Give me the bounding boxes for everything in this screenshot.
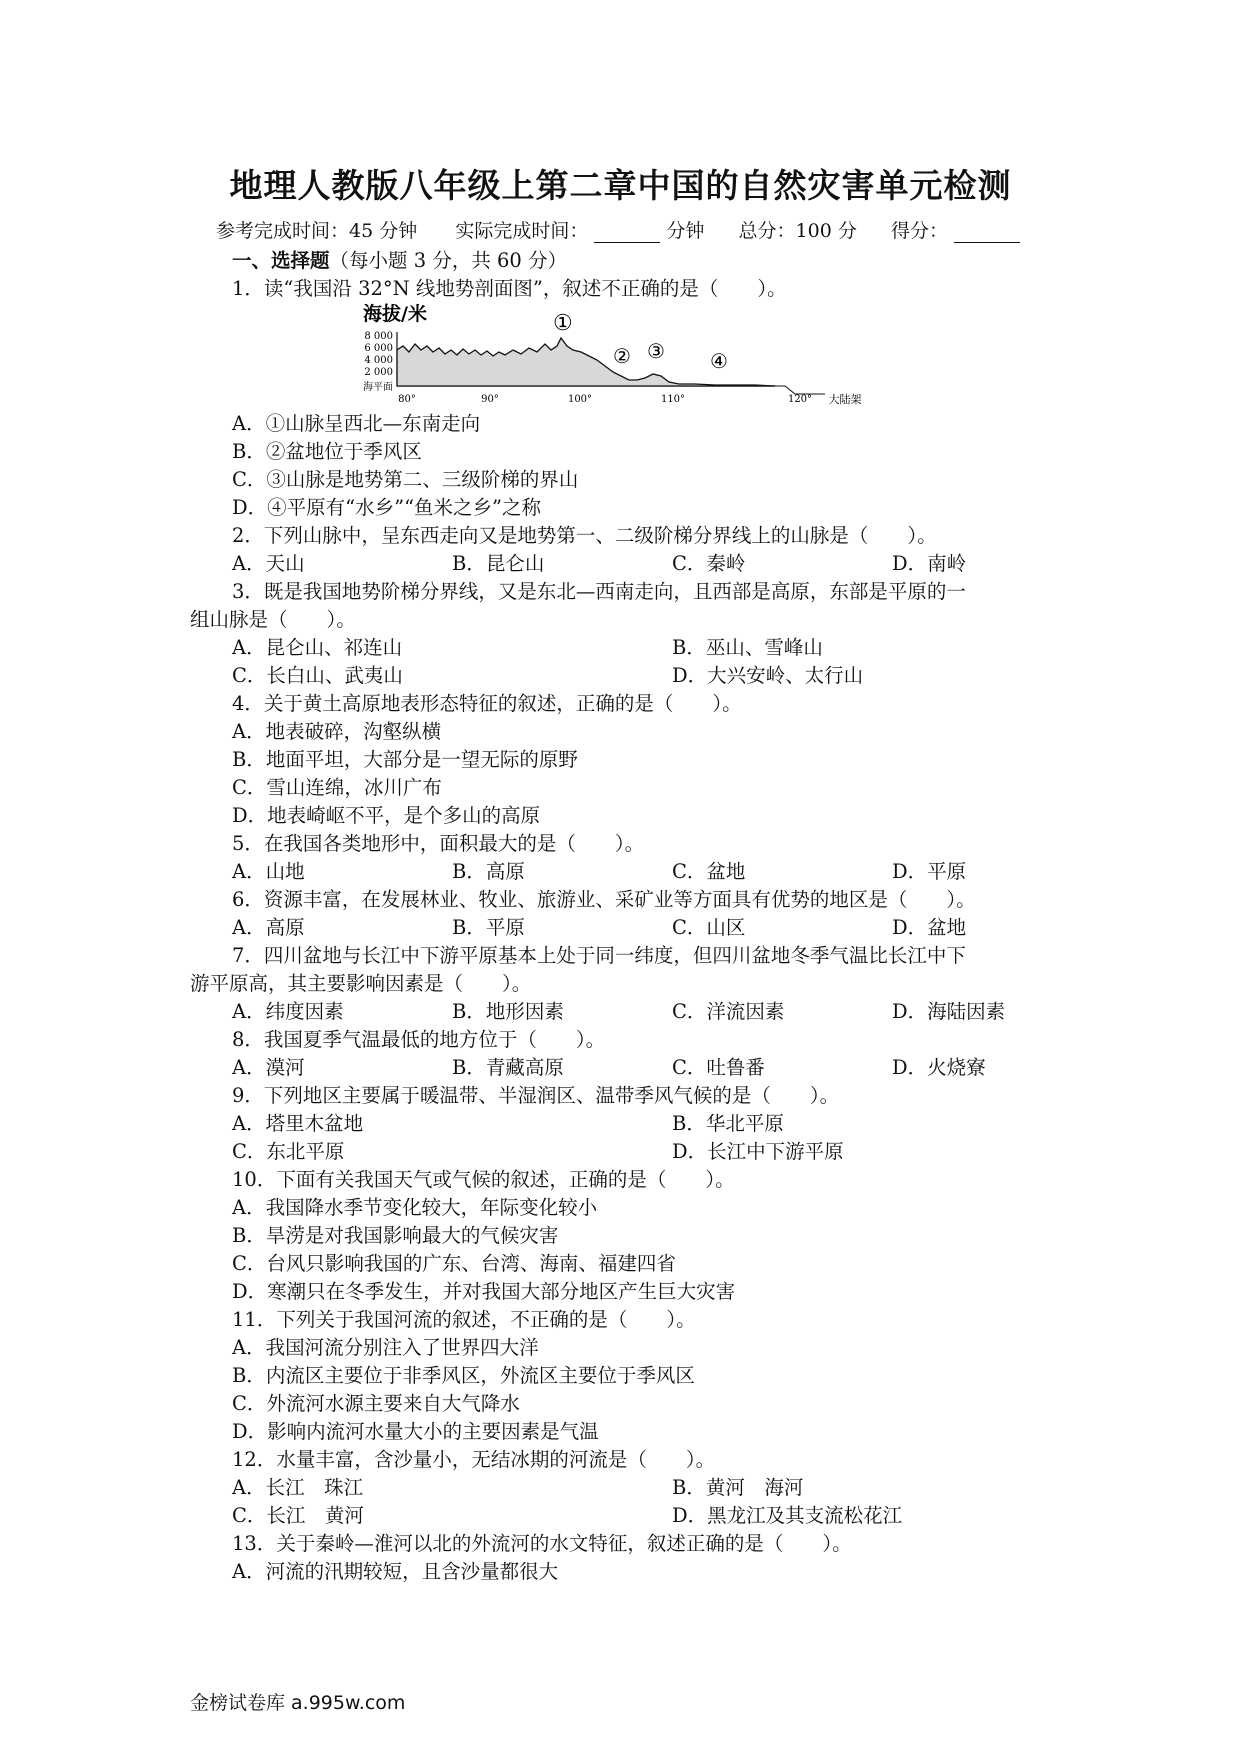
question-3-stem: 3．既是我国地势阶梯分界线，又是东北—西南走向，且西部是高原，东部是平原的一 [232,580,966,603]
xtick-100: 100° [567,394,593,405]
xtick-80: 80° [398,394,416,405]
ytick-4000: 4 000 [364,355,393,366]
question-13-stem: 13．关于秦岭—淮河以北的外流河的水文特征，叙述正确的是（ ）。 [232,1532,852,1555]
question-9-stem: 9．下列地区主要属于暖温带、半湿润区、温带季风气候的是（ ）。 [232,1084,840,1107]
minutes-label: 分钟 [666,220,705,242]
q4-option-a[interactable]: A．地表破碎，沟壑纵横 [232,720,442,743]
q5-option-b[interactable]: B．高原 [452,860,525,883]
q1-option-c[interactable]: C．③山脉是地势第二、三级阶梯的界山 [232,468,579,491]
q8-option-b[interactable]: B．青藏高原 [452,1056,564,1079]
question-11-stem: 11．下列关于我国河流的叙述，不正确的是（ ）。 [232,1308,696,1331]
q4-option-b[interactable]: B．地面平坦，大部分是一望无际的原野 [232,748,578,771]
xtick-90: 90° [481,394,499,405]
q12-option-b[interactable]: B．黄河 海河 [672,1476,804,1499]
q2-option-d[interactable]: D．南岭 [892,552,967,575]
ytick-2000: 2 000 [364,367,393,378]
q4-option-c[interactable]: C．雪山连绵，冰川广布 [232,776,442,799]
actual-time-label: 实际完成时间： [455,220,589,242]
ytick-sea-level: 海平面 [363,382,393,393]
figure-ylabel: 海拔/米 [363,303,427,325]
q8-option-c[interactable]: C．吐鲁番 [672,1056,765,1079]
q5-option-c[interactable]: C．盆地 [672,860,746,883]
question-7-stem: 7．四川盆地与长江中下游平原基本上处于同一纬度，但四川盆地冬季气温比长江中下 [232,944,966,967]
marker-4: ④ [710,349,728,373]
q11-option-c[interactable]: C．外流河水源主要来自大气降水 [232,1392,520,1415]
q9-option-c[interactable]: C．东北平原 [232,1140,345,1163]
q7-option-b[interactable]: B．地形因素 [452,1000,564,1023]
reference-time: 参考完成时间：45 分钟 [216,220,418,242]
q6-option-a[interactable]: A．高原 [232,916,305,939]
q2-option-a[interactable]: A．天山 [232,552,305,575]
actual-time-blank[interactable] [594,222,660,243]
question-4-stem: 4．关于黄土高原地表形态特征的叙述，正确的是（ ）。 [232,692,742,715]
q2-option-b[interactable]: B．昆仑山 [452,552,545,575]
q10-option-b[interactable]: B．旱涝是对我国影响最大的气候灾害 [232,1224,559,1247]
continental-shelf-label: 大陆架 [828,393,862,406]
q3-option-b[interactable]: B．巫山、雪峰山 [672,636,823,659]
q9-option-a[interactable]: A．塔里木盆地 [232,1112,364,1135]
total-score: 总分：100 分 [738,220,857,242]
q11-option-a[interactable]: A．我国河流分别注入了世界四大洋 [232,1336,539,1359]
q1-option-a[interactable]: A．①山脉呈西北—东南走向 [232,412,481,435]
question-6-stem: 6．资源丰富，在发展林业、牧业、旅游业、采矿业等方面具有优势的地区是（ ）。 [232,888,976,911]
section-heading [232,245,567,273]
q6-option-c[interactable]: C．山区 [672,916,746,939]
q3-option-d[interactable]: D．大兴安岭、太行山 [672,664,864,687]
q8-option-a[interactable]: A．漠河 [232,1056,305,1079]
q2-option-c[interactable]: C．秦岭 [672,552,746,575]
q12-option-c[interactable]: C．长江 黄河 [232,1504,364,1527]
q1-option-d[interactable]: D．④平原有“水乡”“鱼米之乡”之称 [232,496,542,519]
q9-option-b[interactable]: B．华北平原 [672,1112,784,1135]
q8-option-d[interactable]: D．火烧寮 [892,1056,986,1079]
q6-option-d[interactable]: D．盆地 [892,916,967,939]
q11-option-d[interactable]: D．影响内流河水量大小的主要因素是气温 [232,1420,599,1443]
q10-option-d[interactable]: D．寒潮只在冬季发生，并对我国大部分地区产生巨大灾害 [232,1280,736,1303]
question-1-stem: 1．读“我国沿 32°N 线地势剖面图”，叙述不正确的是（ ）。 [232,277,787,300]
q5-option-d[interactable]: D．平原 [892,860,967,883]
marker-3: ③ [647,339,665,363]
q7-option-d[interactable]: D．海陆因素 [892,1000,1006,1023]
q4-option-d[interactable]: D．地表崎岖不平，是个多山的高原 [232,804,541,827]
q3-option-c[interactable]: C．长白山、武夷山 [232,664,403,687]
q3-option-a[interactable]: A．昆仑山、祁连山 [232,636,403,659]
page-title: 地理人教版八年级上第二章中国的自然灾害单元检测 [229,166,1012,205]
section-name: 一、选择题 [232,249,330,272]
question-10-stem: 10．下面有关我国天气或气候的叙述，正确的是（ ）。 [232,1168,735,1191]
question-3-stem-cont: 组山脉是（ ）。 [190,608,356,631]
question-8-stem: 8．我国夏季气温最低的地方位于（ ）。 [232,1028,606,1051]
q1-option-b[interactable]: B．②盆地位于季风区 [232,440,422,463]
marker-2: ② [613,344,631,368]
q13-option-a[interactable]: A．河流的汛期较短，且含沙量都很大 [232,1560,559,1583]
q12-option-d[interactable]: D．黑龙江及其支流松花江 [672,1504,903,1527]
question-5-stem: 5．在我国各类地形中，面积最大的是（ ）。 [232,832,645,855]
marker-1: ① [553,311,573,336]
ytick-6000: 6 000 [364,343,393,354]
q6-option-b[interactable]: B．平原 [452,916,525,939]
xtick-110: 110° [660,394,686,405]
score-blank[interactable] [954,222,1020,243]
xtick-120: 120° [787,394,813,405]
question-7-stem-cont: 游平原高，其主要影响因素是（ ）。 [190,972,532,995]
q7-option-a[interactable]: A．纬度因素 [232,1000,344,1023]
q10-option-a[interactable]: A．我国降水季节变化较大，年际变化较小 [232,1196,598,1219]
question-12-stem: 12．水量丰富，含沙量小，无结冰期的河流是（ ）。 [232,1448,716,1471]
q11-option-b[interactable]: B．内流区主要位于非季风区，外流区主要位于季风区 [232,1364,695,1387]
score-label: 得分： [890,220,948,242]
ytick-8000: 8 000 [364,331,393,342]
q7-option-c[interactable]: C．洋流因素 [672,1000,785,1023]
q10-option-c[interactable]: C．台风只影响我国的广东、台湾、海南、福建四省 [232,1252,676,1275]
exam-meta [216,216,1020,243]
footer-source: 金榜试卷库 a.995w.com [190,1692,406,1714]
terrain-profile-figure [355,300,895,410]
q5-option-a[interactable]: A．山地 [232,860,305,883]
section-note: （每小题 3 分，共 60 分） [329,249,568,272]
q9-option-d[interactable]: D．长江中下游平原 [672,1140,844,1163]
question-2-stem: 2．下列山脉中，呈东西走向又是地势第一、二级阶梯分界线上的山脉是（ ）。 [232,524,937,547]
q12-option-a[interactable]: A．长江 珠江 [232,1476,364,1499]
